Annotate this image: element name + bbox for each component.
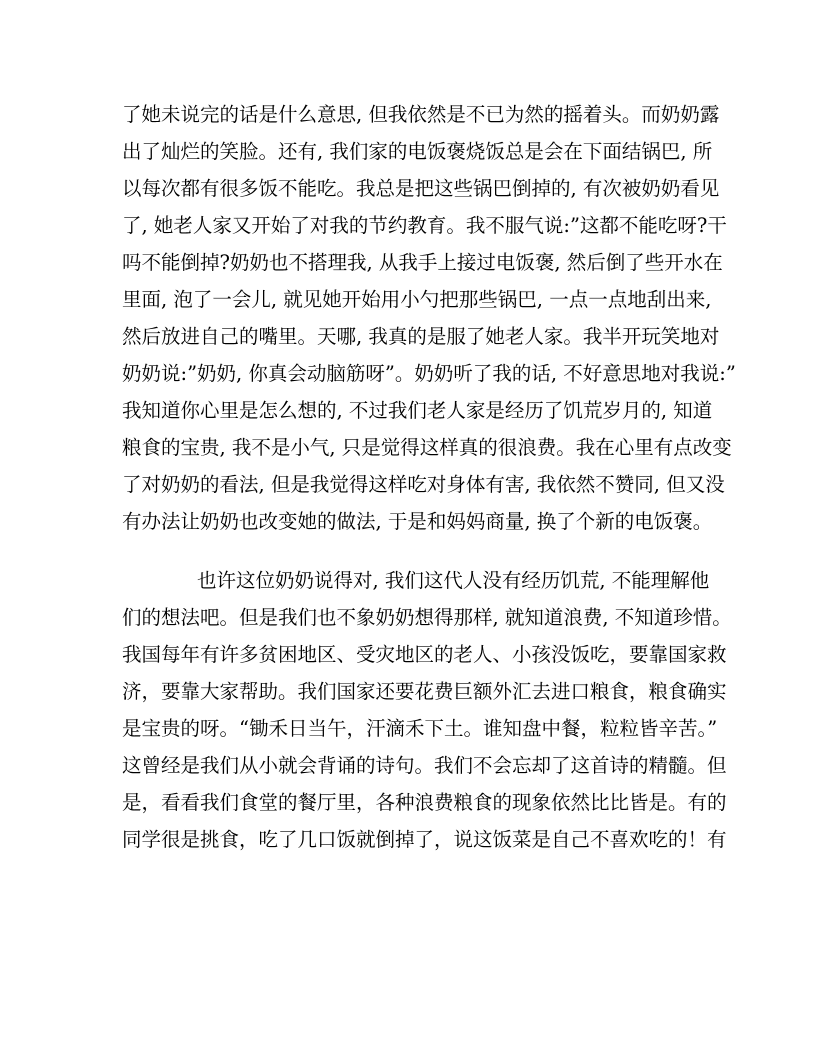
paragraph-line: 了, 她老人家又开始了对我的节约教育。我不服气说:”这都不能吃呀?干 [122,214,727,237]
paragraph-line: 出了灿烂的笑脸。还有, 我们家的电饭褒烧饭总是会在下面结锅巴, 所 [122,140,713,163]
paragraph-line: 里面, 泡了一会儿, 就见她开始用小勺把那些锅巴, 一点一点地刮出来, [122,288,712,311]
paragraph-line: 粮食的宝贵, 我不是小气, 只是觉得这样真的很浪费。我在心里有点改变 [122,436,732,459]
paragraph-line: 了她未说完的话是什么意思, 但我依然是不已为然的摇着头。而奶奶露 [122,103,720,126]
paragraph-line: 然后放进自己的嘴里。天哪, 我真的是服了她老人家。我半开玩笑地对 [122,325,720,348]
paragraph-line: 以每次都有很多饭不能吃。我总是把这些锅巴倒掉的, 有次被奶奶看见 [122,177,720,200]
paragraph-line: 是，看看我们食堂的餐厅里，各种浪费粮食的现象依然比比皆是。有的 [122,791,727,814]
paragraph-line: 济，要靠大家帮助。我们国家还要花费巨额外汇去进口粮食，粮食确实 [122,680,727,703]
paragraph-line: 我知道你心里是怎么想的, 不过我们老人家是经历了饥荒岁月的, 知道 [122,399,713,422]
paragraph-first-line: 也许这位奶奶说得对, 我们这代人没有经历饥荒, 不能理解他 [197,569,710,592]
paragraph-line: 们的想法吧。但是我们也不象奶奶想得那样, 就知道浪费, 不知道珍惜。 [122,606,732,629]
paragraph-line: 有办法让奶奶也改变她的做法, 于是和妈妈商量, 换了个新的电饭褒。 [122,510,713,533]
paragraph-line: 吗不能倒掉?奶奶也不搭理我, 从我手上接过电饭褒, 然后倒了些开水在 [122,251,723,274]
paragraph-line: 同学很是挑食，吃了几口饭就倒掉了，说这饭菜是自己不喜欢吃的！有 [122,828,727,851]
paragraph-line: 是宝贵的呀。“锄禾日当午，汗滴禾下土。谁知盘中餐，粒粒皆辛苦。” [122,717,718,740]
paragraph-line: 奶奶说:”奶奶, 你真会动脑筋呀”。奶奶听了我的话, 不好意思地对我说:” [122,362,736,385]
paragraph-line: 我国每年有许多贫困地区、受灾地区的老人、小孩没饭吃，要靠国家救 [122,643,727,666]
paragraph-line: 了对奶奶的看法, 但是我觉得这样吃对身体有害, 我依然不赞同, 但又没 [122,473,725,496]
paragraph-line: 这曾经是我们从小就会背诵的诗句。我们不会忘却了这首诗的精髓。但 [122,754,727,777]
